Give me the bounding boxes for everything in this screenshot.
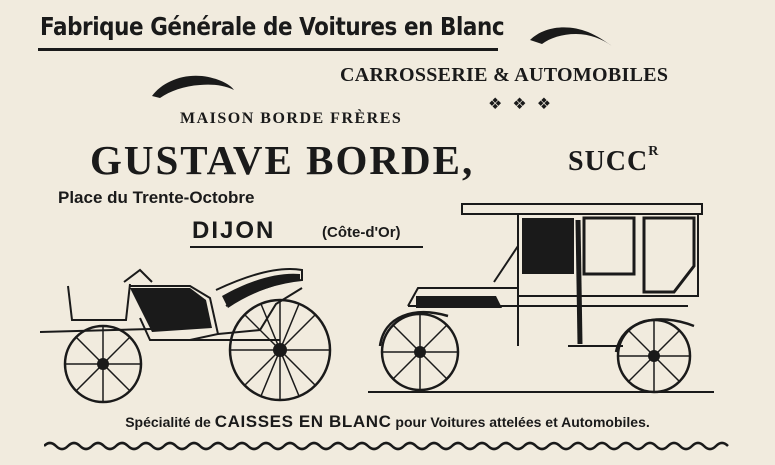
city-name: DIJON: [192, 217, 276, 244]
wavy-border: [44, 440, 734, 452]
maison-line: MAISON BORDE FRÈRES: [180, 110, 403, 127]
successor-text: SUCC: [568, 146, 649, 177]
successor-abbrev: [568, 146, 659, 178]
address-line: Place du Trente-Octobre: [58, 188, 255, 207]
automobile-limousine-icon: [368, 196, 714, 402]
footer-line: [0, 412, 775, 432]
subtitle: CARROSSERIE & AUTOMOBILES: [340, 64, 669, 86]
horse-carriage-icon: [40, 258, 340, 406]
footer-part2: pour Voitures attelées et Automobiles.: [391, 414, 650, 430]
headline-underline: [38, 48, 498, 51]
ornament-swash-icon: [528, 22, 614, 48]
headline: Fabrique Générale de Voitures en Blanc: [40, 12, 505, 41]
fleuron-ornaments: ❖❖❖: [488, 94, 562, 113]
successor-superscript: R: [648, 144, 660, 159]
company-name: GUSTAVE BORDE,: [90, 137, 475, 183]
footer-emphasis: CAISSES EN BLANC: [214, 412, 392, 431]
ornament-swash-icon: [150, 72, 236, 98]
region-name: (Côte-d'Or): [322, 224, 401, 241]
footer-part1: Spécialité de: [125, 414, 215, 430]
